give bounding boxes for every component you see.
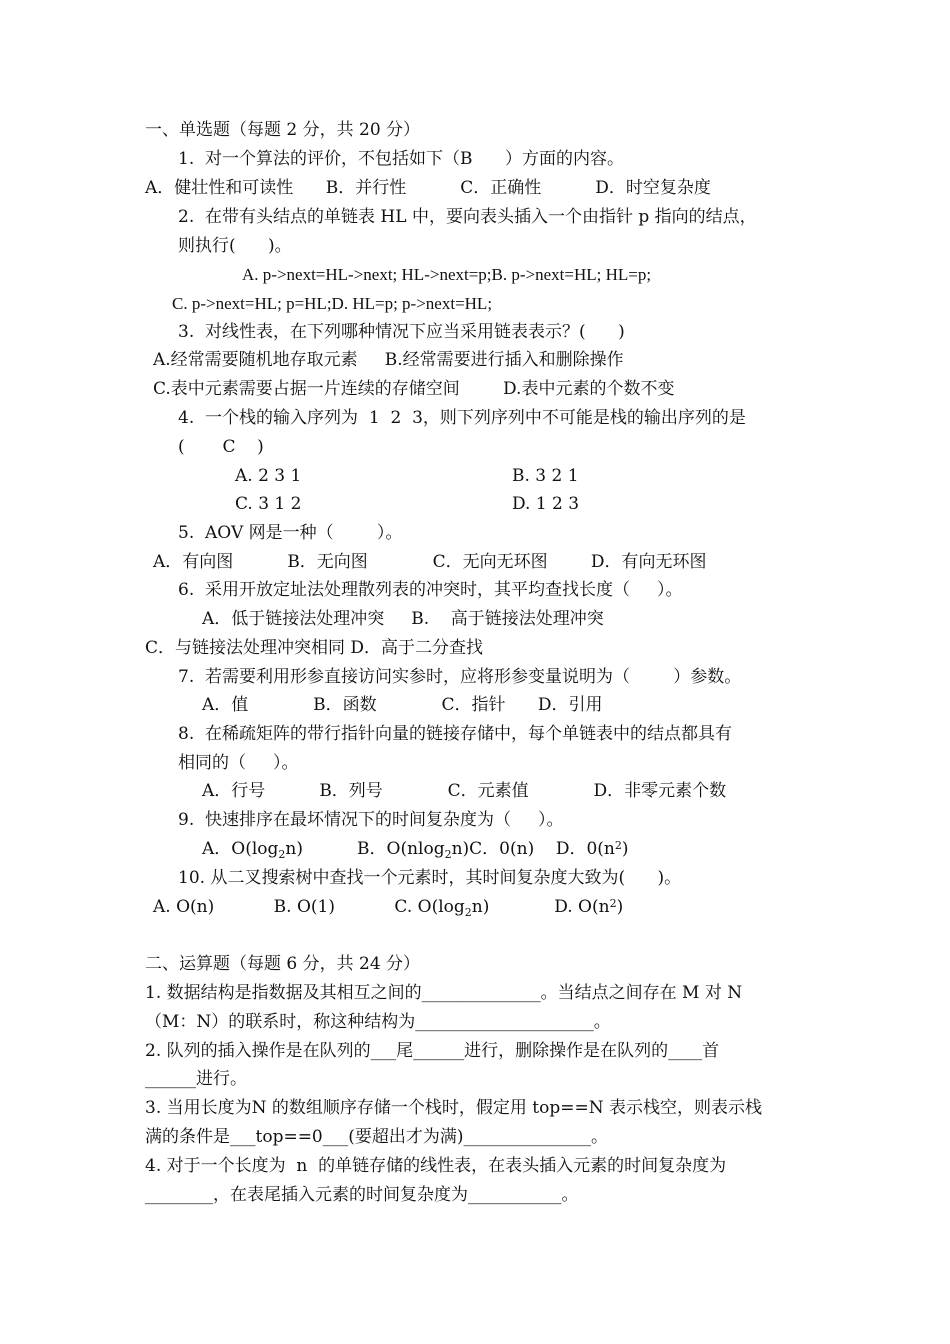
s2-q1-line2: （M：N）的联系时，称这种结构为_____________________。 bbox=[145, 1012, 611, 1032]
q4-stem: 4. 一个栈的输入序列为 1 2 3，则下列序列中不可能是栈的输出序列的是 bbox=[178, 408, 746, 428]
q10-stem: 10. 从二叉搜索树中查找一个元素时，其时间复杂度大致为( )。 bbox=[178, 868, 682, 888]
q9-stem: 9. 快速排序在最坏情况下的时间复杂度为（ ）。 bbox=[178, 810, 564, 830]
q6-stem: 6. 采用开放定址法处理散列表的冲突时，其平均查找长度（ ）。 bbox=[178, 580, 683, 600]
q6-option-cd: C．与链接法处理冲突相同 D．高于二分查找 bbox=[145, 638, 484, 658]
q1-options: A．健壮性和可读性 B．并行性 C．正确性 D．时空复杂度 bbox=[145, 178, 711, 198]
q4-option-b: B. 3 2 1 bbox=[512, 466, 579, 486]
q9-a-sub: 2 bbox=[278, 848, 286, 861]
q10-d-sup: 2 bbox=[609, 897, 617, 910]
q8-stem: 8. 在稀疏矩阵的带行指针向量的链接存储中，每个单链表中的结点都具有 bbox=[178, 724, 733, 744]
q4-option-c: C. 3 1 2 bbox=[235, 494, 302, 514]
q10-options bbox=[153, 897, 623, 919]
q9-options bbox=[202, 839, 629, 861]
s2-q4-line1: 4. 对于一个长度为 n 的单链存储的线性表，在表头插入元素的时间复杂度为 bbox=[145, 1156, 727, 1176]
q4-stem-cont: ( C ) bbox=[178, 437, 264, 457]
q2-option-ab: A. p->next=HL->next; HL->next=p;B. p->next=HL; HL=p; bbox=[242, 265, 652, 284]
q6-option-ab: A．低于链接法处理冲突 B. 高于链接法处理冲突 bbox=[202, 609, 604, 629]
q2-stem: 2. 在带有头结点的单链表 HL 中，要向表头插入一个由指针 p 指向的结点， bbox=[178, 207, 757, 227]
q9-d-post: ) bbox=[621, 839, 629, 859]
q9-d-sup: 2 bbox=[614, 839, 622, 852]
q4-option-a: A. 2 3 1 bbox=[235, 466, 302, 486]
q1-stem: 1. 对一个算法的评价，不包括如下（B ）方面的内容。 bbox=[178, 149, 624, 169]
q2-stem-cont: 则执行( )。 bbox=[178, 236, 292, 256]
s2-q3-line1: 3. 当用长度为N 的数组顺序存储一个栈时，假定用 top==N 表示栈空，则表示栈 bbox=[145, 1098, 763, 1118]
q10-d-post: ) bbox=[616, 897, 624, 917]
q5-stem: 5. AOV 网是一种（ ）。 bbox=[178, 523, 403, 543]
q9-a-pre: A．O(log bbox=[202, 839, 279, 859]
s2-q2-line2: ______进行。 bbox=[145, 1069, 247, 1089]
q5-options: A．有向图 B．无向图 C．无向无环图 D．有向无环图 bbox=[153, 552, 707, 572]
s2-q2-line1: 2. 队列的插入操作是在队列的___尾______进行，删除操作是在队列的____首 bbox=[145, 1041, 720, 1061]
q10-c-sub: 2 bbox=[464, 906, 472, 919]
section1-title: 一、单选题（每题 2 分，共 20 分） bbox=[145, 120, 421, 140]
q4-option-d: D. 1 2 3 bbox=[512, 494, 580, 514]
s2-q4-line2: ________，在表尾插入元素的时间复杂度为___________。 bbox=[145, 1185, 579, 1205]
q10-c-post: n) D. O(n bbox=[471, 897, 610, 917]
q8-options: A．行号 B．列号 C．元素值 D．非零元素个数 bbox=[202, 781, 727, 801]
section2-title: 二、运算题（每题 6 分，共 24 分） bbox=[145, 954, 421, 974]
q10-a: A. O(n) B. O(1) C. O(log bbox=[153, 897, 465, 917]
q3-option-cd: C.表中元素需要占据一片连续的存储空间 D.表中元素的个数不变 bbox=[153, 379, 675, 399]
s2-q3-line2: 满的条件是___top==0___(要超出才为满)_______________。 bbox=[145, 1127, 609, 1147]
s2-q1-line1: 1. 数据结构是指数据及其相互之间的______________。当结点之间存在 M 对 N bbox=[145, 983, 743, 1003]
q3-option-ab: A.经常需要随机地存取元素 B.经常需要进行插入和删除操作 bbox=[153, 350, 624, 370]
q9-b-sub: 2 bbox=[444, 848, 452, 861]
q2-option-cd: C. p->next=HL; p=HL;D. HL=p; p->next=HL; bbox=[172, 294, 493, 313]
q7-options: A．值 B．函数 C．指针 D．引用 bbox=[202, 695, 603, 715]
q7-stem: 7. 若需要利用形参直接访问实参时，应将形参变量说明为（ ）参数。 bbox=[178, 667, 742, 687]
q8-stem-cont: 相同的（ ）。 bbox=[178, 753, 299, 773]
q9-a-post: n) B．O(nlog bbox=[285, 839, 445, 859]
q9-b-post: n)C．0(n) D．0(n bbox=[451, 839, 615, 859]
q3-stem: 3. 对线性表，在下列哪种情况下应当采用链表表示？( ) bbox=[178, 322, 625, 342]
